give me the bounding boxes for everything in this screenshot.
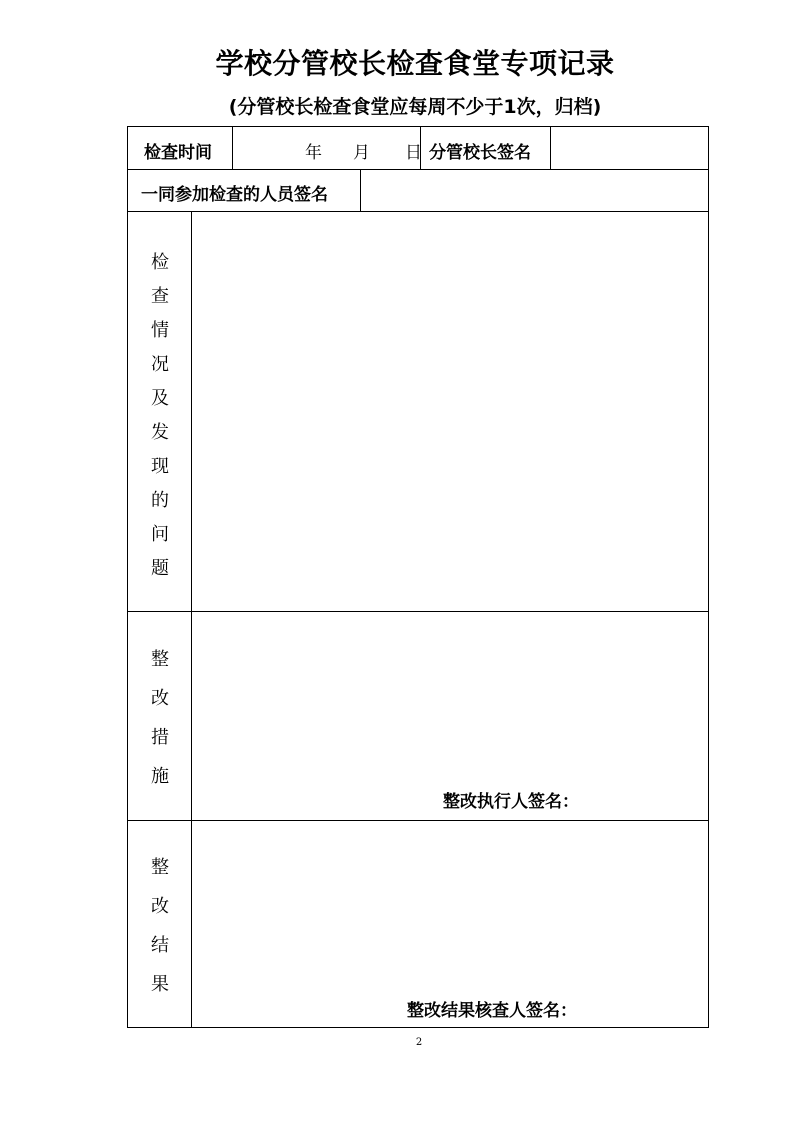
label-char: 改: [151, 896, 169, 917]
label-char: 的: [151, 490, 169, 511]
label-char: 整: [151, 649, 169, 670]
label-char: 发: [151, 422, 169, 443]
findings-field[interactable]: [192, 212, 708, 611]
inspection-time-label: 检查时间: [144, 143, 212, 163]
participants-label: 一同参加检查的人员签名: [141, 185, 328, 205]
inspection-form-table: [127, 126, 709, 1028]
date-year-label: 年: [305, 143, 322, 163]
document-title: 学校分管校长检查食堂专项记录: [215, 47, 615, 80]
participants-signature-field[interactable]: [361, 170, 708, 211]
principal-signature-label: 分管校长签名: [429, 143, 531, 163]
label-char: 改: [151, 688, 169, 709]
date-day-label: 日: [405, 143, 422, 163]
column-divider: [232, 127, 233, 169]
date-month-label: 月: [353, 143, 370, 163]
label-char: 问: [151, 524, 169, 545]
label-char: 检: [151, 252, 169, 273]
principal-signature-field[interactable]: [551, 127, 708, 169]
results-signature-label: 整改结果核查人签名：: [407, 1001, 577, 1021]
measures-signature-label: 整改执行人签名：: [443, 792, 579, 812]
label-char: 结: [151, 935, 169, 956]
label-char: 况: [151, 354, 169, 375]
label-char: 果: [151, 974, 169, 995]
label-char: 措: [151, 727, 169, 748]
findings-label: [128, 248, 192, 588]
label-char: 题: [151, 558, 169, 579]
label-char: 施: [151, 766, 169, 787]
results-label: [128, 853, 192, 1009]
label-char: 及: [151, 388, 169, 409]
label-char: 整: [151, 857, 169, 878]
measures-label: [128, 645, 192, 801]
label-char: 现: [151, 456, 169, 477]
document-subtitle: (分管校长检查食堂应每周不少于1次，归档): [228, 96, 602, 118]
label-char: 情: [151, 320, 169, 341]
page-number: 2: [415, 1037, 423, 1048]
label-char: 查: [151, 286, 169, 307]
